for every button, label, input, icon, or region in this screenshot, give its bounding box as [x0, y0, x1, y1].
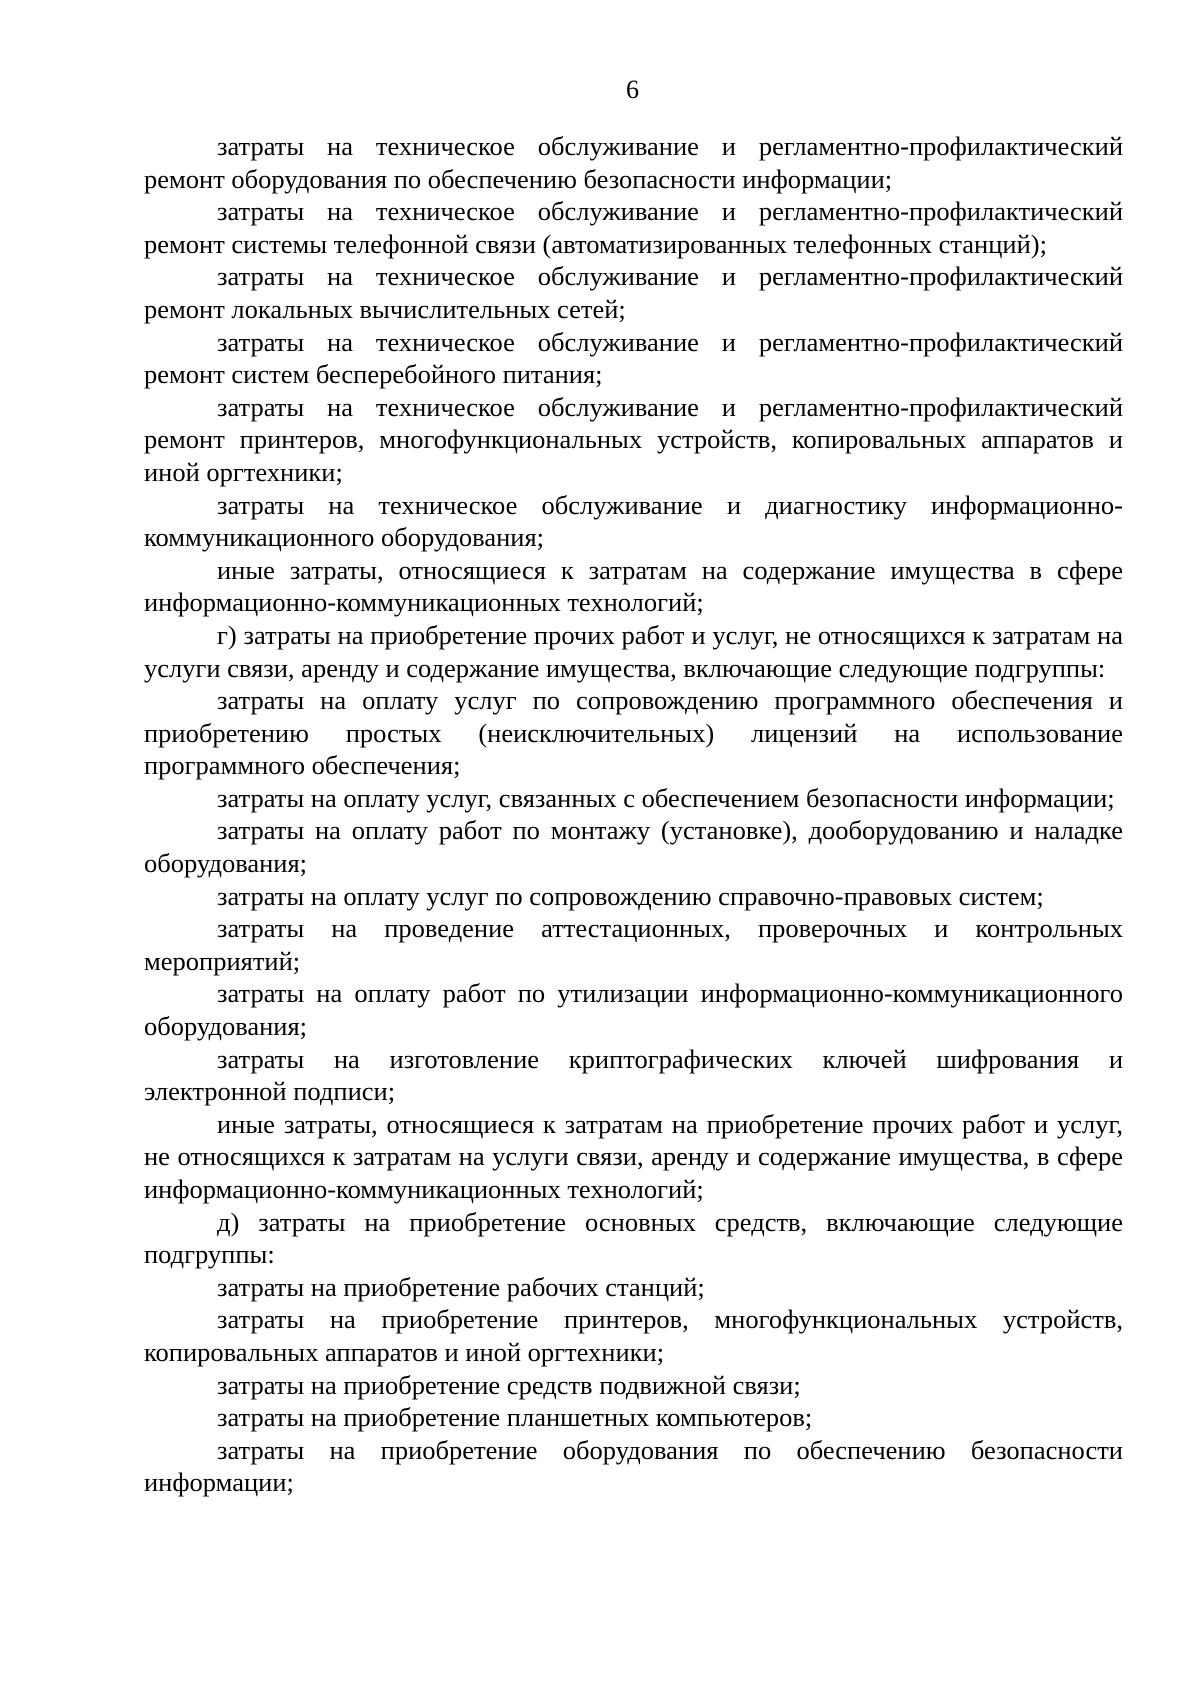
paragraph: затраты на техническое обслуживание и регламентно-профилактический ремонт принтеров, многофункциональных устройств, копировальных аппаратов и иной оргтехники; — [144, 391, 1123, 487]
paragraph: затраты на приобретение рабочих станций; — [217, 1271, 705, 1302]
paragraph: затраты на оплату работ по утилизации информационно-коммуникационного оборудования; — [144, 978, 1123, 1042]
paragraph: затраты на техническое обслуживание и диагностику информационно-коммуникационного оборудования; — [144, 489, 1123, 553]
paragraph: затраты на техническое обслуживание и регламентно-профилактический ремонт систем бесперебойного питания; — [144, 326, 1123, 390]
paragraph: затраты на техническое обслуживание и регламентно-профилактический ремонт системы телефонной связи (автоматизированных телефонных станций); — [144, 196, 1123, 259]
paragraph: затраты на оплату услуг по сопровождению программного обеспечения и приобретению простых (неисключительных) лицензий на использование программного обеспечения; — [144, 685, 1123, 781]
paragraph: затраты на приобретение средств подвижной связи; — [217, 1369, 801, 1400]
paragraph: затраты на приобретение планшетных компьютеров; — [217, 1402, 813, 1433]
paragraph: г) затраты на приобретение прочих работ и услуг, не относящихся к затратам на услуги связи, аренду и содержание имущества, включающие следующие подгруппы: — [144, 619, 1123, 683]
paragraph: затраты на приобретение оборудования по обеспечению безопасности информации; — [144, 1434, 1123, 1498]
paragraph: затраты на изготовление криптографических ключей шифрования и электронной подписи; — [144, 1043, 1123, 1107]
paragraph: затраты на проведение аттестационных, проверочных и контрольных мероприятий; — [144, 913, 1123, 976]
paragraph: затраты на техническое обслуживание и регламентно-профилактический ремонт оборудования по обеспечению безопасности информации; — [144, 131, 1123, 194]
paragraph: иные затраты, относящиеся к затратам на содержание имущества в сфере информационно-коммуникационных технологий; — [144, 554, 1123, 618]
paragraph: затраты на оплату услуг, связанных с обеспечением безопасности информации; — [217, 782, 1115, 813]
paragraph: затраты на приобретение принтеров, многофункциональных устройств, копировальных аппаратов и иной оргтехники; — [144, 1304, 1123, 1367]
paragraph: затраты на оплату работ по монтажу (установке), дооборудованию и наладке оборудования; — [144, 815, 1123, 879]
page-number: 6 — [626, 75, 639, 104]
paragraph: затраты на техническое обслуживание и регламентно-профилактический ремонт локальных вычислительных сетей; — [144, 261, 1123, 324]
paragraph: д) затраты на приобретение основных средств, включающие следующие подгруппы: — [144, 1206, 1123, 1270]
paragraph: затраты на оплату услуг по сопровождению справочно-правовых систем; — [217, 880, 1044, 911]
paragraph: иные затраты, относящиеся к затратам на приобретение прочих работ и услуг, не относящихся к затратам на услуги связи, аренду и содержание имущества, в сфере информационно-коммуникационных технологий; — [144, 1108, 1123, 1204]
document-body — [144, 130, 1123, 1499]
